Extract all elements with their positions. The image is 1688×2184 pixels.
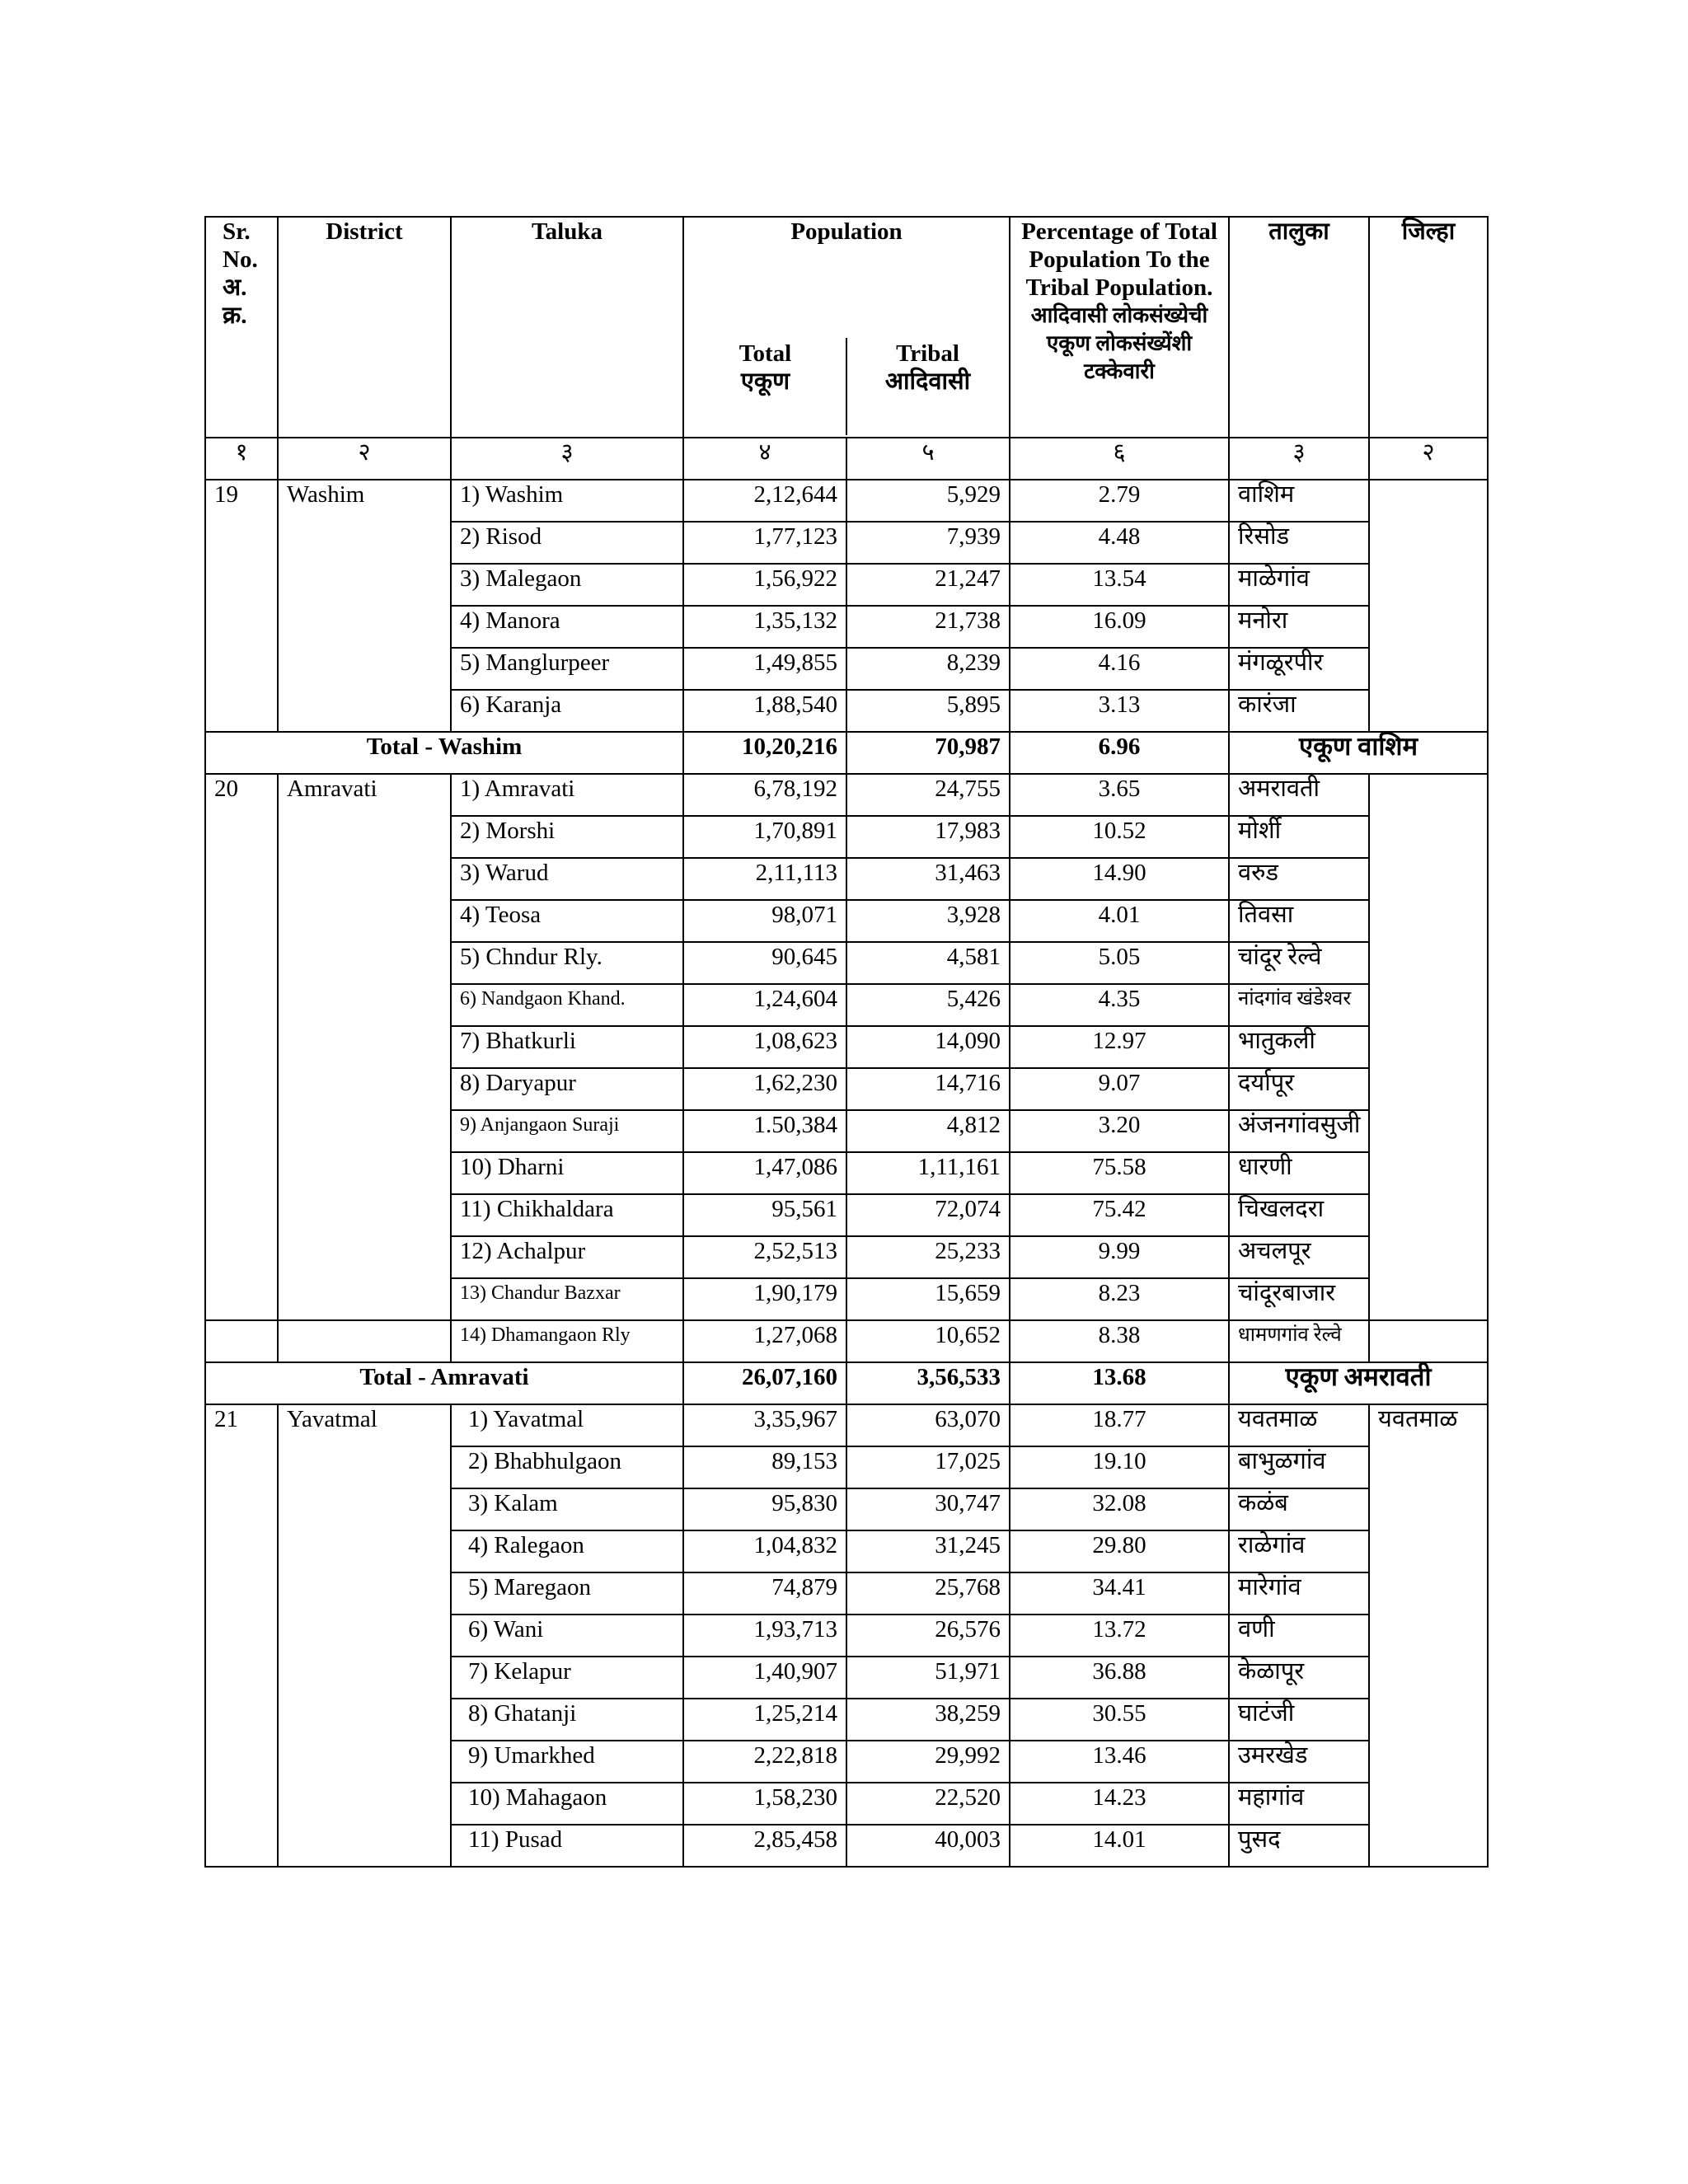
- taluka-mr-cell: भातुकली: [1229, 1026, 1369, 1068]
- taluka-cell: 9) Umarkhed: [451, 1741, 683, 1783]
- tribal-cell: 38,259: [846, 1699, 1010, 1741]
- tribal-cell: 17,983: [846, 816, 1010, 858]
- taluka-mr-cell: महागांव: [1229, 1783, 1369, 1825]
- taluka-cell: 6) Nandgaon Khand.: [451, 984, 683, 1026]
- table-row: [205, 1404, 1488, 1446]
- taluka-cell: 3) Warud: [451, 858, 683, 900]
- total-cell: 2,12,644: [683, 480, 846, 522]
- district-header: District: [278, 217, 451, 438]
- taluka-mr-cell: दर्यापूर: [1229, 1068, 1369, 1110]
- taluka-cell: 5) Manglurpeer: [451, 648, 683, 690]
- taluka-cell: 5) Chndur Rly.: [451, 942, 683, 984]
- taluka-header: Taluka: [451, 217, 683, 438]
- taluka-mr-header: तालुका: [1229, 217, 1369, 438]
- percentage-cell: 14.23: [1010, 1783, 1229, 1825]
- taluka-mr-cell: केळापूर: [1229, 1657, 1369, 1699]
- table-row: [205, 774, 1488, 816]
- percentage-cell: 9.99: [1010, 1236, 1229, 1278]
- taluka-mr-cell: अमरावती: [1229, 774, 1369, 816]
- taluka-mr-cell: उमरखेड: [1229, 1741, 1369, 1783]
- tribal-cell: 22,520: [846, 1783, 1010, 1825]
- percentage-header: Percentage of Total Population To the Tribal Population. आदिवासी लोकसंख्येची एकूण लोकसंख्येंशी टक्केवारी: [1010, 217, 1229, 438]
- tribal-header: Tribal आदिवासी: [884, 340, 971, 395]
- total-cell: 1,35,132: [683, 606, 846, 648]
- total-cell: 1,47,086: [683, 1152, 846, 1194]
- taluka-cell: 13) Chandur Bazxar: [451, 1278, 683, 1320]
- district-mr-cell: [1369, 480, 1488, 732]
- taluka-mr-cell: धारणी: [1229, 1152, 1369, 1194]
- percentage-cell: 19.10: [1010, 1446, 1229, 1488]
- total-cell: 1,49,855: [683, 648, 846, 690]
- column-number-row: [205, 438, 1488, 480]
- percentage-cell: 75.58: [1010, 1152, 1229, 1194]
- taluka-cell: 1) Washim: [451, 480, 683, 522]
- percentage-cell: 13.54: [1010, 564, 1229, 606]
- taluka-cell: 7) Bhatkurli: [451, 1026, 683, 1068]
- taluka-mr-cell: रिसोड: [1229, 522, 1369, 564]
- percentage-cell: 13.68: [1010, 1362, 1229, 1404]
- percentage-cell: 8.38: [1010, 1320, 1229, 1362]
- district-mr-cell: [1369, 774, 1488, 1320]
- percentage-cell: 34.41: [1010, 1572, 1229, 1615]
- tribal-cell: 7,939: [846, 522, 1010, 564]
- percentage-cell: 32.08: [1010, 1488, 1229, 1530]
- taluka-cell: 11) Pusad: [451, 1825, 683, 1867]
- total-cell: 1,93,713: [683, 1615, 846, 1657]
- percentage-cell: 8.23: [1010, 1278, 1229, 1320]
- percentage-cell: 4.48: [1010, 522, 1229, 564]
- tribal-cell: 24,755: [846, 774, 1010, 816]
- total-cell: 1,90,179: [683, 1278, 846, 1320]
- taluka-mr-cell: अंजनगांवसुजी: [1229, 1110, 1369, 1152]
- tribal-cell: 40,003: [846, 1825, 1010, 1867]
- tribal-cell: 21,738: [846, 606, 1010, 648]
- taluka-cell: 4) Manora: [451, 606, 683, 648]
- tribal-cell: 14,090: [846, 1026, 1010, 1068]
- total-cell: 2,52,513: [683, 1236, 846, 1278]
- total-cell: 98,071: [683, 900, 846, 942]
- total-cell: 1,25,214: [683, 1699, 846, 1741]
- district-mr-header: जिल्हा: [1369, 217, 1488, 438]
- percentage-cell: 4.16: [1010, 648, 1229, 690]
- percentage-cell: 3.65: [1010, 774, 1229, 816]
- population-table: [204, 216, 1489, 1868]
- percentage-cell: 3.13: [1010, 690, 1229, 732]
- tribal-cell: 31,463: [846, 858, 1010, 900]
- tribal-cell: 51,971: [846, 1657, 1010, 1699]
- taluka-cell: 1) Yavatmal: [451, 1404, 683, 1446]
- total-cell: 2,22,818: [683, 1741, 846, 1783]
- taluka-cell: 8) Ghatanji: [451, 1699, 683, 1741]
- total-cell: 1,04,832: [683, 1530, 846, 1572]
- tribal-cell: 25,768: [846, 1572, 1010, 1615]
- empty-cell: [1369, 1320, 1488, 1362]
- sr-no-cell: 21: [205, 1404, 278, 1867]
- sr-no-cell: 19: [205, 480, 278, 732]
- total-label-mr: एकूण वाशिम: [1229, 732, 1488, 774]
- taluka-mr-cell: मनोरा: [1229, 606, 1369, 648]
- tribal-cell: 26,576: [846, 1615, 1010, 1657]
- table-row: [205, 1320, 1488, 1362]
- taluka-cell: 12) Achalpur: [451, 1236, 683, 1278]
- taluka-cell: 4) Teosa: [451, 900, 683, 942]
- percentage-cell: 75.42: [1010, 1194, 1229, 1236]
- district-cell: Washim: [278, 480, 451, 732]
- taluka-cell: 3) Malegaon: [451, 564, 683, 606]
- tribal-cell: 5,426: [846, 984, 1010, 1026]
- tribal-cell: 5,929: [846, 480, 1010, 522]
- taluka-cell: 7) Kelapur: [451, 1657, 683, 1699]
- tribal-cell: 31,245: [846, 1530, 1010, 1572]
- taluka-mr-cell: चिखलदरा: [1229, 1194, 1369, 1236]
- percentage-cell: 36.88: [1010, 1657, 1229, 1699]
- percentage-cell: 10.52: [1010, 816, 1229, 858]
- sr-no-cell: 20: [205, 774, 278, 1320]
- taluka-cell: 6) Karanja: [451, 690, 683, 732]
- total-cell: 10,20,216: [683, 732, 846, 774]
- total-cell: 2,85,458: [683, 1825, 846, 1867]
- col-number: २: [278, 438, 451, 480]
- district-mr-cell: यवतमाळ: [1369, 1404, 1488, 1867]
- taluka-cell: 10) Mahagaon: [451, 1783, 683, 1825]
- taluka-mr-cell: घाटंजी: [1229, 1699, 1369, 1741]
- percentage-cell: 9.07: [1010, 1068, 1229, 1110]
- col-number: ३: [451, 438, 683, 480]
- taluka-mr-cell: राळेगांव: [1229, 1530, 1369, 1572]
- taluka-mr-cell: पुसद: [1229, 1825, 1369, 1867]
- percentage-cell: 16.09: [1010, 606, 1229, 648]
- tribal-cell: 30,747: [846, 1488, 1010, 1530]
- total-cell: 95,561: [683, 1194, 846, 1236]
- total-cell: 2,11,113: [683, 858, 846, 900]
- taluka-mr-cell: तिवसा: [1229, 900, 1369, 942]
- tribal-cell: 4,581: [846, 942, 1010, 984]
- taluka-cell: 2) Morshi: [451, 816, 683, 858]
- population-header: [683, 217, 1010, 438]
- percentage-cell: 30.55: [1010, 1699, 1229, 1741]
- col-number: ६: [1010, 438, 1229, 480]
- total-cell: 1,40,907: [683, 1657, 846, 1699]
- sr-no-header: Sr. No. अ. क्र.: [205, 217, 278, 438]
- taluka-cell: 14) Dhamangaon Rly: [451, 1320, 683, 1362]
- taluka-mr-cell: वणी: [1229, 1615, 1369, 1657]
- tribal-cell: 8,239: [846, 648, 1010, 690]
- total-cell: 74,879: [683, 1572, 846, 1615]
- tribal-cell: 5,895: [846, 690, 1010, 732]
- col-number: २: [1369, 438, 1488, 480]
- table-row: [205, 480, 1488, 522]
- tribal-cell: 3,56,533: [846, 1362, 1010, 1404]
- col-number: ४: [683, 438, 846, 480]
- total-cell: 95,830: [683, 1488, 846, 1530]
- taluka-mr-cell: मंगळूरपीर: [1229, 648, 1369, 690]
- total-label: Total - Amravati: [205, 1362, 683, 1404]
- tribal-cell: 70,987: [846, 732, 1010, 774]
- taluka-mr-cell: चांदूर रेल्वे: [1229, 942, 1369, 984]
- total-label: Total - Washim: [205, 732, 683, 774]
- taluka-mr-cell: चांदूरबाजार: [1229, 1278, 1369, 1320]
- total-cell: 1,88,540: [683, 690, 846, 732]
- tribal-cell: 63,070: [846, 1404, 1010, 1446]
- total-row: [205, 1362, 1488, 1404]
- percentage-cell: 4.35: [1010, 984, 1229, 1026]
- taluka-mr-cell: मारेगांव: [1229, 1572, 1369, 1615]
- percentage-cell: 13.72: [1010, 1615, 1229, 1657]
- taluka-mr-cell: धामणगांव रेल्वे: [1229, 1320, 1369, 1362]
- percentage-cell: 18.77: [1010, 1404, 1229, 1446]
- tribal-cell: 10,652: [846, 1320, 1010, 1362]
- taluka-cell: 8) Daryapur: [451, 1068, 683, 1110]
- district-cell: Yavatmal: [278, 1404, 451, 1867]
- district-cell: Amravati: [278, 774, 451, 1320]
- taluka-mr-cell: बाभुळगांव: [1229, 1446, 1369, 1488]
- population-title: Population: [790, 218, 903, 245]
- tribal-cell: 25,233: [846, 1236, 1010, 1278]
- taluka-cell: 2) Bhabhulgaon: [451, 1446, 683, 1488]
- percentage-cell: 14.01: [1010, 1825, 1229, 1867]
- taluka-mr-cell: कळंब: [1229, 1488, 1369, 1530]
- taluka-cell: 6) Wani: [451, 1615, 683, 1657]
- col-number: ५: [846, 438, 1010, 480]
- total-cell: 6,78,192: [683, 774, 846, 816]
- taluka-mr-cell: वरुड: [1229, 858, 1369, 900]
- tribal-cell: 17,025: [846, 1446, 1010, 1488]
- taluka-cell: 1) Amravati: [451, 774, 683, 816]
- tribal-cell: 14,716: [846, 1068, 1010, 1110]
- tribal-cell: 1,11,161: [846, 1152, 1010, 1194]
- total-cell: 3,35,967: [683, 1404, 846, 1446]
- taluka-mr-cell: मोर्शी: [1229, 816, 1369, 858]
- percentage-cell: 14.90: [1010, 858, 1229, 900]
- total-cell: 90,645: [683, 942, 846, 984]
- taluka-mr-cell: यवतमाळ: [1229, 1404, 1369, 1446]
- taluka-mr-cell: माळेगांव: [1229, 564, 1369, 606]
- percentage-cell: 13.46: [1010, 1741, 1229, 1783]
- tribal-cell: 4,812: [846, 1110, 1010, 1152]
- taluka-mr-cell: कारंजा: [1229, 690, 1369, 732]
- taluka-mr-cell: नांदगांव खंडेश्वर: [1229, 984, 1369, 1026]
- percentage-cell: 29.80: [1010, 1530, 1229, 1572]
- total-cell: 1.50,384: [683, 1110, 846, 1152]
- taluka-cell: 11) Chikhaldara: [451, 1194, 683, 1236]
- col-number: ३: [1229, 438, 1369, 480]
- tribal-cell: 21,247: [846, 564, 1010, 606]
- percentage-cell: 3.20: [1010, 1110, 1229, 1152]
- tribal-cell: 15,659: [846, 1278, 1010, 1320]
- total-cell: 1,70,891: [683, 816, 846, 858]
- empty-cell: [278, 1320, 451, 1362]
- total-label-mr: एकूण अमरावती: [1229, 1362, 1488, 1404]
- percentage-cell: 6.96: [1010, 732, 1229, 774]
- tribal-cell: 72,074: [846, 1194, 1010, 1236]
- total-cell: 26,07,160: [683, 1362, 846, 1404]
- total-row: [205, 732, 1488, 774]
- percentage-cell: 4.01: [1010, 900, 1229, 942]
- population-divider: [846, 338, 847, 435]
- taluka-mr-cell: अचलपूर: [1229, 1236, 1369, 1278]
- tribal-cell: 29,992: [846, 1741, 1010, 1783]
- total-cell: 89,153: [683, 1446, 846, 1488]
- total-cell: 1,58,230: [683, 1783, 846, 1825]
- taluka-cell: 3) Kalam: [451, 1488, 683, 1530]
- taluka-cell: 5) Maregaon: [451, 1572, 683, 1615]
- tribal-cell: 3,928: [846, 900, 1010, 942]
- total-cell: 1,08,623: [683, 1026, 846, 1068]
- taluka-cell: 2) Risod: [451, 522, 683, 564]
- taluka-cell: 9) Anjangaon Suraji: [451, 1110, 683, 1152]
- total-cell: 1,27,068: [683, 1320, 846, 1362]
- taluka-cell: 4) Ralegaon: [451, 1530, 683, 1572]
- taluka-cell: 10) Dharni: [451, 1152, 683, 1194]
- taluka-mr-cell: वाशिम: [1229, 480, 1369, 522]
- total-header: Total एकूण: [738, 340, 792, 395]
- header-row: [205, 217, 1488, 438]
- percentage-cell: 12.97: [1010, 1026, 1229, 1068]
- total-cell: 1,77,123: [683, 522, 846, 564]
- total-cell: 1,62,230: [683, 1068, 846, 1110]
- col-number: १: [205, 438, 278, 480]
- percentage-cell: 2.79: [1010, 480, 1229, 522]
- percentage-cell: 5.05: [1010, 942, 1229, 984]
- total-cell: 1,24,604: [683, 984, 846, 1026]
- total-cell: 1,56,922: [683, 564, 846, 606]
- empty-cell: [205, 1320, 278, 1362]
